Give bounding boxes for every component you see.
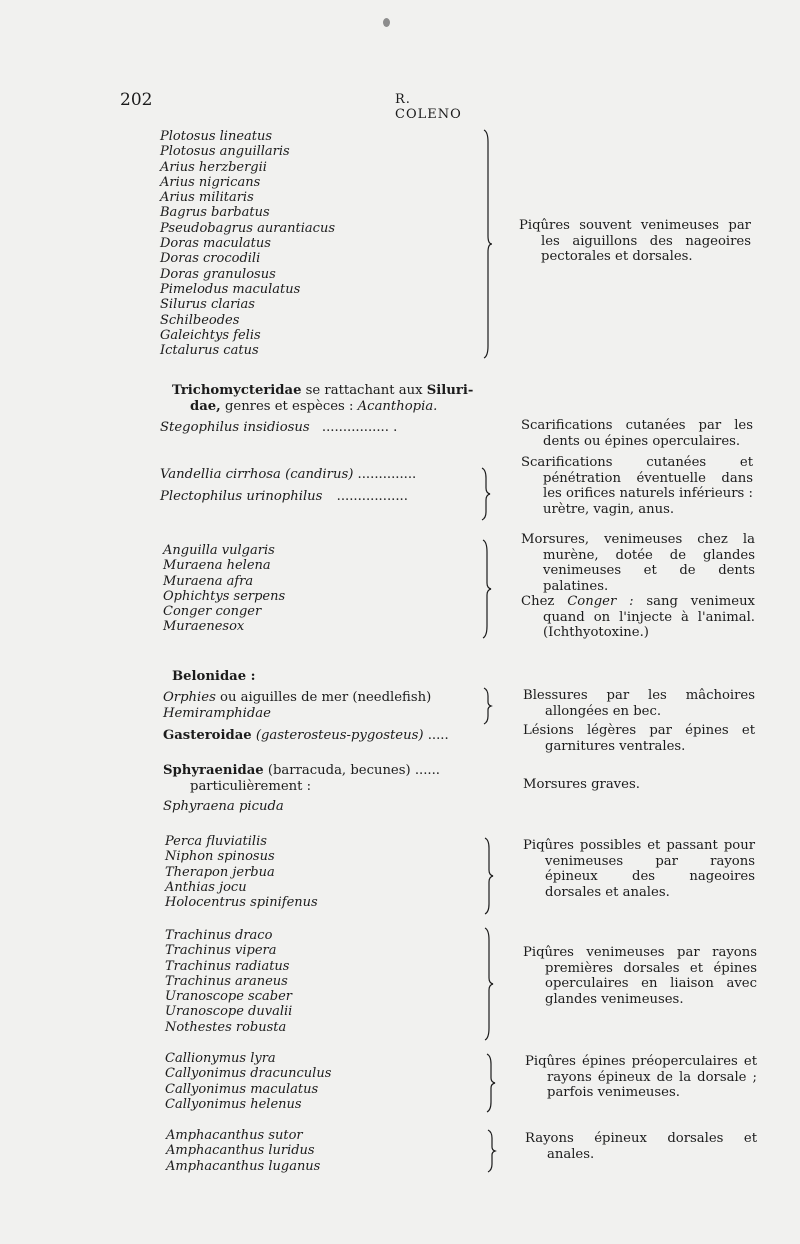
brace-muraenidae [478,538,494,640]
page-number: 202 [120,90,153,110]
brace-callionymus [482,1052,498,1114]
belonidae-heading: Belonidae : [172,669,256,684]
orphies-line: Orphies ou aiguilles de mer (needlefish) [163,690,432,705]
species-name: Perca fluviatilis [165,834,267,849]
plectophilus-line: Plectophilus urinophilus ................. [160,489,408,504]
running-head: R. COLENO [395,92,462,122]
trachinus-species-list [165,928,292,1035]
species-name: Uranoscope scaber [165,989,292,1005]
amphacanthus-species-list [166,1128,320,1174]
species-name: Therapon jerbua [165,864,275,880]
species-name: Muraena helena [163,558,271,574]
species-name: Anthias jocu [165,879,247,895]
species-name: Plotosus anguillaris [160,144,290,160]
muraenidae-species-list [163,543,285,635]
species-name: Amphacanthus luridus [166,1143,315,1159]
perca-species-list [165,834,318,910]
trichomycteridae-heading-line1: Trichomycteridae se rattachant aux Siluri- [172,383,474,398]
species-name: Nothestes robusta [165,1019,287,1035]
callionymus-species-list [165,1051,331,1112]
species-name: Bagrus barbatus [160,205,270,221]
brace-trachinus [480,926,496,1042]
species-name: Doras crocodili [160,251,261,267]
brace-vandellia [478,466,492,522]
page-header [120,90,480,122]
species-name: Trachinus araneus [165,973,288,989]
species-name: Muraena afra [163,573,254,589]
species-name: Trachinus draco [165,928,273,943]
species-name: Callionymus lyra [165,1051,276,1066]
brace-perca [480,836,496,916]
stegophilus-line: Stegophilus insidiosus ................ . [160,420,398,435]
brace-siluridae [476,128,496,360]
vandellia-description: Scarifications cutanées et pénétration éventuelle dans les orifices naturels inférieurs : urètre, vagin, anus. [521,455,753,517]
gasteroidae-description: Lésions légères par épines et garnitures ventrales. [523,723,755,754]
sphyraenidae-description: Morsures graves. [523,777,640,792]
species-name: Pseudobagrus aurantiacus [160,220,335,236]
ink-spot [383,18,390,27]
species-name: Niphon spinosus [165,849,275,865]
species-name: Amphacanthus sutor [166,1128,303,1143]
trichomycteridae-heading-line2: dae, genres et espèces : Acanthopia. [190,399,438,414]
species-name: Uranoscope duvalii [165,1004,293,1020]
species-name: Muraenesox [163,619,245,635]
belonidae-description: Blessures par les mâchoires allongées en bec. [523,688,755,719]
species-name: Trachinus vipera [165,943,277,959]
perca-description: Piqûres possibles et passant pour venimeuses par rayons épineux des nageoires dorsales et anales. [523,838,755,900]
species-name: Doras maculatus [160,236,271,252]
amphacanthus-description: Rayons épineux dorsales et anales. [525,1131,757,1162]
species-name: Plotosus lineatus [160,129,273,144]
species-name: Holocentrus spinifenus [165,895,318,911]
brace-amphacanthus [484,1128,498,1174]
species-name: Ophichtys serpens [163,588,286,604]
species-name: Callyonimus dracunculus [165,1066,332,1082]
species-name: Arius herzbergii [160,159,267,175]
siluridae-species-list [160,129,335,358]
species-name: Doras granulosus [160,266,276,282]
species-name: Arius militaris [160,190,254,206]
species-name: Schilbeodes [160,312,240,328]
species-name: Conger conger [163,604,262,620]
trachinus-description: Piqûres venimeuses par rayons premières dorsales et épines operculaires en liaison avec glandes venimeuses. [523,945,757,1007]
species-name: Trachinus radiatus [165,958,290,974]
species-name: Amphacanthus luganus [166,1158,321,1174]
species-name: Callyonimus maculatus [165,1081,319,1097]
species-name: Callyonimus helenus [165,1096,302,1112]
hemiramphidae-line: Hemiramphidae [163,706,271,721]
species-name: Arius nigricans [160,174,261,190]
sphyraenidae-line1: Sphyraenidae (barracuda, becunes) ...... [163,763,440,778]
muraenidae-description: Morsures, venimeuses chez la murène, dotée de glandes venimeuses et de dents palatines. Chez Conger : sang venimeux quand on l'injecte à l'animal. (Ichthyotoxine.) [521,532,755,640]
vandellia-line: Vandellia cirrhosa (candirus) .............. [160,467,417,482]
brace-belonidae [480,686,494,726]
species-name: Pimelodus maculatus [160,281,301,297]
sphyraena-species: Sphyraena picuda [163,799,284,814]
species-name: Anguilla vulgaris [163,543,275,558]
species-name: Ictalurus catus [160,343,259,359]
callionymus-description: Piqûres épines préoperculaires et rayons épineux de la dorsale ; parfois venimeuses. [525,1054,757,1100]
stegophilus-description: Scarifications cutanées par les dents ou épines operculaires. [521,418,753,449]
species-name: Silurus clarias [160,297,255,313]
gasteroidae-line: Gasteroidae (gasterosteus-pygosteus) ..... [163,728,449,743]
species-name: Galeichtys felis [160,327,261,343]
sphyraenidae-line2: particulièrement : [190,779,312,794]
siluridae-description: Piqûres souvent venimeuses par les aiguillons des nageoires pectorales et dorsales. [519,218,751,264]
